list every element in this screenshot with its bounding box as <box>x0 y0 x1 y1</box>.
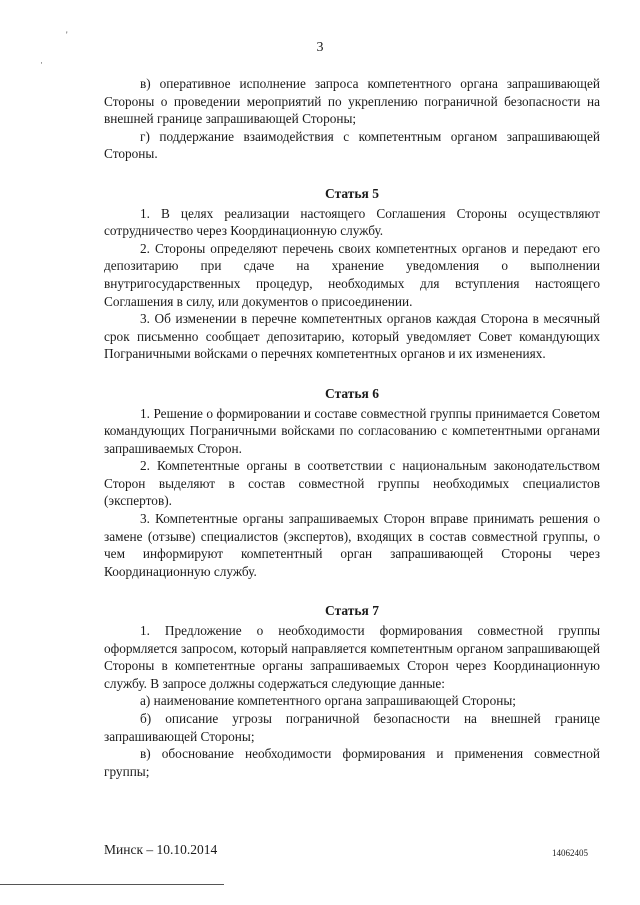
paragraph: в) обоснование необходимости формирования и применения совместной группы; <box>104 746 600 779</box>
article-heading: Статья 5 <box>325 185 379 201</box>
article-heading: Статья 6 <box>325 385 379 401</box>
paragraph: в) оперативное исполнение запроса компетентного органа запрашивающей Стороны о проведении мероприятий по укреплению пограничной безопасности на внешней границе запрашивающей Стороны; <box>104 76 600 127</box>
paragraph: 1. Предложение о необходимости формирования совместной группы оформляется запросом, который направляется компетентным органом запрашивающей Стороны в компетентные органы запрашиваемых Сторон через Координационную службу. В запросе должны содержаться следующие данные: <box>104 623 600 691</box>
scan-mark: ' <box>66 30 68 40</box>
paragraph: 3. Компетентные органы запрашиваемых Сторон вправе принимать решения о замене (отзыве) специалистов (экспертов), входящих в состав совместной группы, о чем информируют компетентный орган запрашивающей Стороны через Координационную службу. <box>104 511 600 579</box>
paragraph: 1. В целях реализации настоящего Соглашения Стороны осуществляют сотрудничество через Координационную службу. <box>104 205 600 239</box>
paragraph: 2. Компетентные органы в соответствии с национальным законодательством Сторон выделяют в состав совместной группы необходимых специалистов (экспертов). <box>104 458 600 509</box>
footer-place-date: Минск – 10.10.2014 <box>104 842 218 857</box>
scan-mark: · <box>40 58 43 68</box>
paragraph: 3. Об изменении в перечне компетентных органов каждая Сторона в месячный срок письменно сообщает депозитарию, который уведомляет Совет командующих Пограничными войсками о перечнях компетентных органов и их изменениях. <box>104 311 600 362</box>
document-body <box>104 75 600 780</box>
paragraph: 1. Решение о формировании и составе совместной группы принимается Советом командующих Пограничными войсками по согласованию с компетентными органами запрашиваемых Сторон. <box>104 405 600 456</box>
paragraph: 2. Стороны определяют перечень своих компетентных органов и передают его депозитарию при сдаче на хранение уведомления о выполнении внутригосударственных процедур, необходимых для вступления настоящего Соглашения в силу, или документов о присоединении. <box>104 240 600 309</box>
paragraph: г) поддержание взаимодействия с компетентным органом запрашивающей Стороны. <box>104 128 600 162</box>
footer-doc-code: 14062405 <box>552 848 588 858</box>
page-number: 3 <box>316 40 324 55</box>
footer-divider <box>0 884 224 885</box>
paragraph: а) наименование компетентного органа запрашивающей Стороны; <box>140 693 516 709</box>
paragraph: б) описание угрозы пограничной безопасности на внешней границе запрашивающей Стороны; <box>104 711 600 744</box>
article-heading: Статья 7 <box>325 603 379 619</box>
